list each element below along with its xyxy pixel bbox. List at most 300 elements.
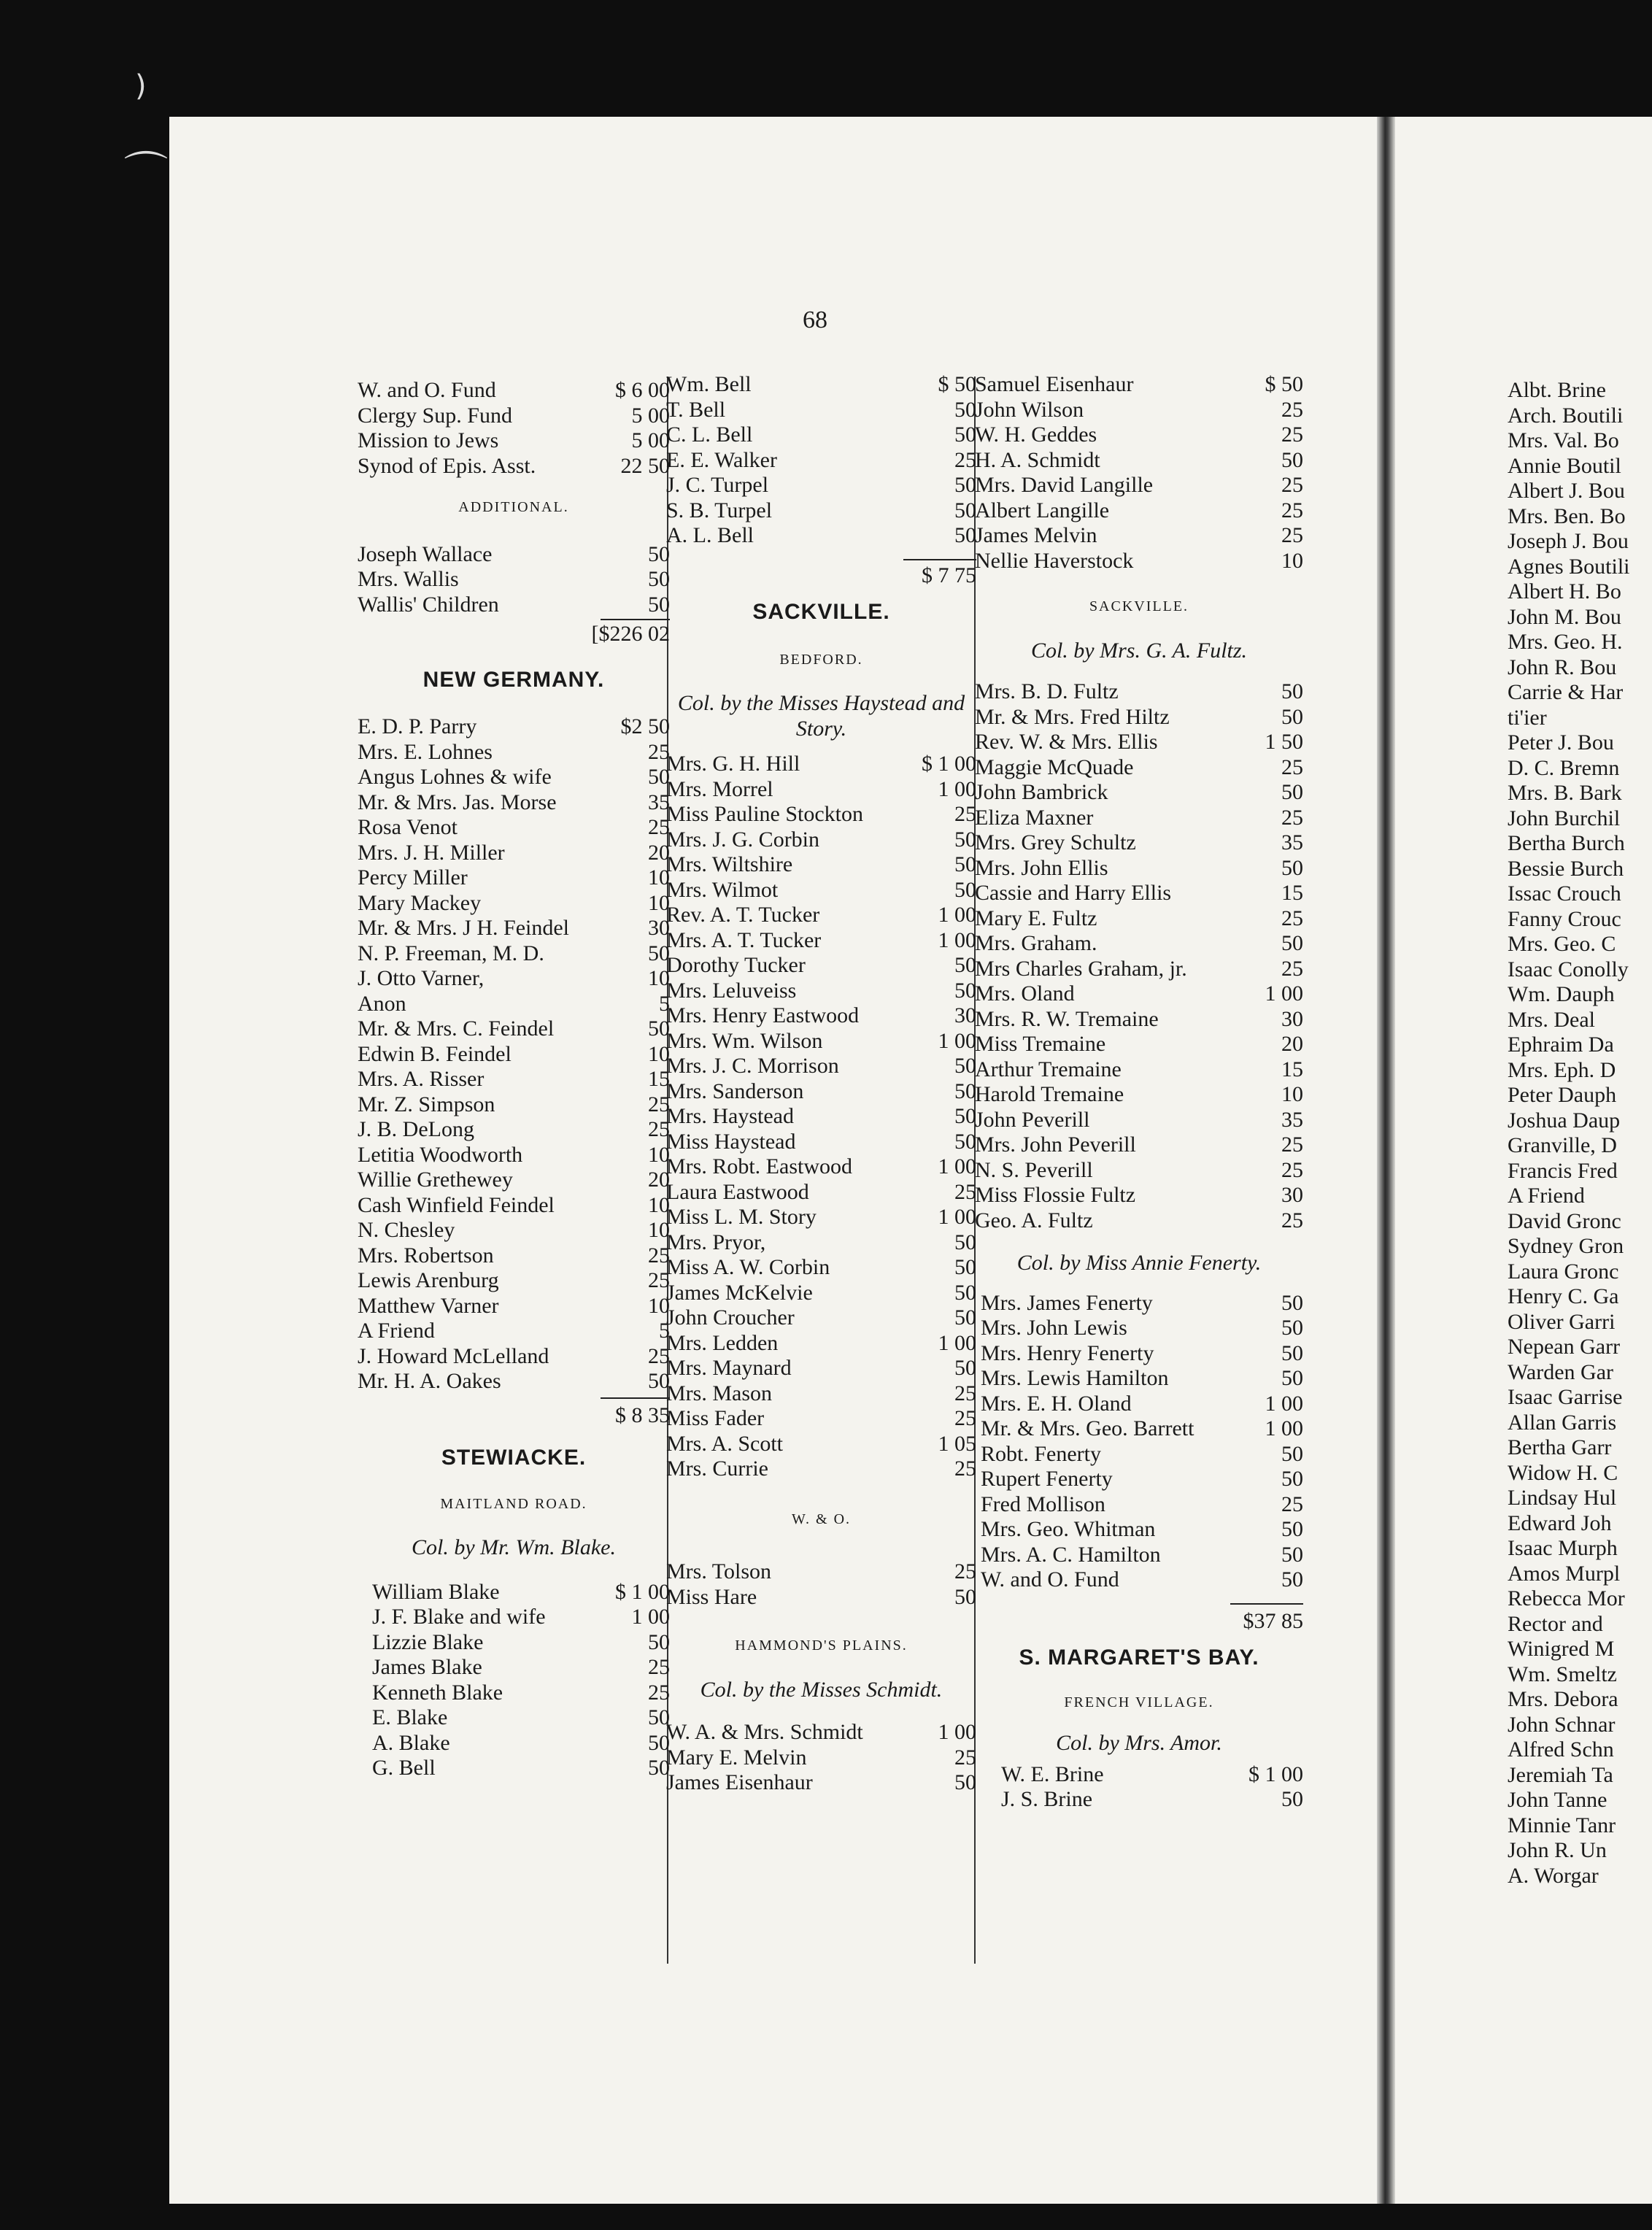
donor-name: Kenneth Blake xyxy=(372,1680,503,1705)
section-heading: NEW GERMANY. xyxy=(422,667,605,692)
collector-note: Col. by Miss Annie Fenerty. xyxy=(1016,1251,1262,1275)
donation-amount: 10 xyxy=(648,1192,670,1217)
donation-amount: 50 xyxy=(954,523,976,547)
donor-name: Mr. & Mrs. Geo. Barrett xyxy=(981,1416,1194,1440)
list-item xyxy=(981,1366,1303,1392)
donor-name: Rupert Fenerty xyxy=(981,1467,1113,1491)
list-item: Mrs. Ben. Bo xyxy=(1508,504,1626,528)
list-item xyxy=(358,1067,670,1092)
donation-amount: 10 xyxy=(648,1142,670,1167)
donation-amount: 25 xyxy=(648,1243,670,1268)
donor-name: Mrs. B. D. Fultz xyxy=(975,679,1119,703)
list-item: Joshua Daup xyxy=(1508,1108,1621,1133)
donor-name: W. E. Brine xyxy=(1001,1762,1104,1786)
list-item xyxy=(975,705,1303,730)
list-item xyxy=(358,1344,670,1370)
donation-amount: 20 xyxy=(648,1168,670,1192)
donation-amount: 50 xyxy=(1281,1366,1303,1390)
list-item xyxy=(358,815,670,841)
list-item xyxy=(975,679,1303,705)
donation-amount: 25 xyxy=(1281,423,1303,447)
list-item xyxy=(666,1104,976,1130)
donation-amount: 25 xyxy=(1281,1208,1303,1232)
section-heading: SACKVILLE. xyxy=(752,600,890,624)
donor-name: W. A. & Mrs. Schmidt xyxy=(666,1720,863,1744)
donor-name: Mr. & Mrs. Jas. Morse xyxy=(358,790,557,814)
list-item xyxy=(666,1054,976,1079)
donor-name: J. B. DeLong xyxy=(358,1117,474,1141)
list-item xyxy=(358,1016,670,1042)
list-item xyxy=(666,878,976,903)
donation-amount: 10 xyxy=(648,1041,670,1066)
donor-name: Miss Hare xyxy=(666,1584,757,1609)
donation-amount: 50 xyxy=(954,1079,976,1103)
list-item xyxy=(666,752,976,777)
donation-amount: 1 00 xyxy=(938,776,976,801)
list-item xyxy=(981,1492,1303,1518)
donor-name: Miss Fader xyxy=(666,1406,765,1430)
donor-name: Mrs. Pryor, xyxy=(666,1230,766,1254)
donor-name: Fred Mollison xyxy=(981,1492,1105,1516)
donor-name: Mrs. James Fenerty xyxy=(981,1290,1153,1315)
donation-amount: 25 xyxy=(648,1117,670,1141)
donation-amount: 50 xyxy=(954,852,976,876)
donor-name: Anon xyxy=(358,991,406,1016)
list-item: Henry C. Ga xyxy=(1508,1284,1619,1308)
donor-name: Harold Tremaine xyxy=(975,1082,1124,1106)
donation-amount: 1 05 xyxy=(938,1431,976,1456)
list-item: Fanny Crouc xyxy=(1508,906,1621,931)
list-item xyxy=(666,1029,976,1054)
donation-amount: 1 00 xyxy=(938,927,976,952)
donation-amount: $ 50 xyxy=(1265,372,1303,396)
donation-amount: 50 xyxy=(648,765,670,789)
donation-amount: 1 00 xyxy=(631,1605,670,1629)
list-item xyxy=(666,473,976,498)
donation-amount: 15 xyxy=(1281,881,1303,905)
donor-name: G. Bell xyxy=(372,1756,436,1780)
donor-name: Mr. H. A. Oakes xyxy=(358,1369,501,1393)
donor-name: A Friend xyxy=(358,1319,435,1343)
donation-amount: 50 xyxy=(648,592,670,617)
donation-amount: 50 xyxy=(1281,447,1303,472)
list-item xyxy=(666,1406,976,1432)
donation-amount: 50 xyxy=(648,1016,670,1041)
donor-name: J. C. Turpel xyxy=(666,473,769,497)
donation-amount: 50 xyxy=(954,1230,976,1254)
list-item xyxy=(358,593,670,618)
donor-name: Mary Mackey xyxy=(358,890,482,915)
list-item: Joseph J. Bou xyxy=(1508,529,1629,553)
donation-amount: 1 00 xyxy=(1265,981,1303,1006)
list-item xyxy=(981,1543,1303,1568)
donor-name: Albert Langille xyxy=(975,498,1110,522)
list-item: Edward Joh xyxy=(1508,1511,1612,1535)
donor-name: Dorothy Tucker xyxy=(666,953,806,977)
list-item: Allan Garris xyxy=(1508,1410,1617,1435)
donor-name: H. A. Schmidt xyxy=(975,447,1100,472)
donor-name: N. S. Peverill xyxy=(975,1157,1093,1182)
donation-amount: 50 xyxy=(1281,1787,1303,1811)
subtotal: $37 85 xyxy=(1243,1608,1303,1633)
donation-amount: 25 xyxy=(954,1457,976,1481)
donation-amount: 50 xyxy=(1281,1542,1303,1567)
donation-amount: 50 xyxy=(1281,704,1303,729)
donor-name: Miss L. M. Story xyxy=(666,1205,817,1229)
list-item xyxy=(666,1745,976,1771)
list-item xyxy=(358,1243,670,1269)
list-item xyxy=(358,1294,670,1319)
donor-name: Mrs. A. Scott xyxy=(666,1431,784,1456)
collector-note: Col. by Mrs. Amor. xyxy=(1056,1731,1222,1755)
list-item xyxy=(975,1057,1303,1083)
donation-amount: 25 xyxy=(1281,473,1303,497)
donor-name: E. Blake xyxy=(372,1705,448,1729)
list-item xyxy=(975,423,1303,448)
donation-amount: 25 xyxy=(648,1680,670,1705)
donation-amount: 50 xyxy=(1281,1316,1303,1340)
donor-name: Mrs. J. G. Corbin xyxy=(666,827,820,852)
donor-name: Mrs. E. Lohnes xyxy=(358,739,493,764)
donor-name: Mrs. Ledden xyxy=(666,1330,779,1355)
list-item: Mrs. B. Bark xyxy=(1508,781,1622,805)
list-item: John M. Bou xyxy=(1508,604,1621,629)
donation-amount: 35 xyxy=(1281,1107,1303,1132)
list-item xyxy=(975,448,1303,474)
sackville-list xyxy=(975,679,1303,1233)
column-2 xyxy=(666,372,976,1796)
donor-name: Nellie Haverstock xyxy=(975,548,1134,573)
donor-name: Mrs. R. W. Tremaine xyxy=(975,1006,1159,1031)
total-rule xyxy=(1230,1603,1303,1605)
donor-name: Edwin B. Feindel xyxy=(358,1041,512,1066)
list-item xyxy=(975,881,1303,906)
donation-amount: 25 xyxy=(648,1268,670,1292)
list-item: Mrs. Geo. H. xyxy=(1508,630,1623,654)
list-item xyxy=(358,841,670,866)
list-item xyxy=(975,806,1303,831)
donor-name: Mrs. Tolson xyxy=(666,1559,772,1583)
donor-name: J. Howard McLelland xyxy=(358,1343,549,1368)
list-item: Mrs. Geo. C xyxy=(1508,932,1616,956)
donation-amount: 25 xyxy=(1281,805,1303,830)
donation-amount: 50 xyxy=(1281,1290,1303,1315)
donor-name: Mr. & Mrs. Fred Hiltz xyxy=(975,704,1170,729)
list-item xyxy=(358,1218,670,1243)
list-item xyxy=(358,966,670,992)
subtotal: $ 8 35 xyxy=(615,1403,670,1427)
subsection-heading: MAITLAND ROAD. xyxy=(440,1495,587,1512)
section-heading: S. MARGARET'S BAY. xyxy=(1019,1646,1259,1670)
list-item: Mrs. Val. Bo xyxy=(1508,428,1619,452)
list-item: Rector and xyxy=(1508,1611,1603,1636)
list-item: Widow H. C xyxy=(1508,1460,1618,1485)
donation-amount: 20 xyxy=(648,840,670,865)
total-rule xyxy=(903,559,976,560)
list-item xyxy=(372,1605,670,1630)
subtotal: $ 7 75 xyxy=(922,563,976,587)
list-item xyxy=(358,378,670,404)
list-item xyxy=(358,1268,670,1294)
list-item xyxy=(975,931,1303,957)
subsection-heading: HAMMOND'S PLAINS. xyxy=(735,1637,908,1654)
donor-name: Miss Haystead xyxy=(666,1129,796,1154)
list-item xyxy=(358,714,670,740)
list-item: Albert J. Bou xyxy=(1508,479,1625,503)
donor-name: T. Bell xyxy=(666,397,726,422)
donor-name: Mary E. Melvin xyxy=(666,1745,807,1770)
list-item: John Schnar xyxy=(1508,1712,1616,1737)
list-item xyxy=(975,957,1303,982)
donation-amount: 5 xyxy=(659,991,670,1016)
donation-amount: 5 00 xyxy=(631,428,670,452)
list-item xyxy=(666,1585,976,1610)
list-item: Isaac Murph xyxy=(1508,1536,1618,1560)
list-item: Francis Fred xyxy=(1508,1158,1618,1183)
donor-name: James McKelvie xyxy=(666,1280,813,1305)
additional-heading: ADDITIONAL. xyxy=(458,499,569,515)
donation-amount: 1 00 xyxy=(938,1154,976,1178)
list-item: Albt. Brine xyxy=(1508,378,1606,402)
donor-name: Geo. A. Fultz xyxy=(975,1208,1093,1232)
scan-speck: ) xyxy=(135,69,147,103)
list-item xyxy=(358,454,670,479)
donor-name: Angus Lohnes & wife xyxy=(358,765,552,789)
donor-name: S. B. Turpel xyxy=(666,498,773,522)
list-item: John R. Bou xyxy=(1508,655,1617,679)
donation-amount: $ 1 00 xyxy=(922,752,976,776)
donor-name: Mrs. Haystead xyxy=(666,1104,794,1128)
donor-name: Mary E. Fultz xyxy=(975,906,1097,930)
right-page-column xyxy=(1508,378,1652,1888)
list-item xyxy=(975,906,1303,932)
list-item xyxy=(666,423,976,448)
list-item: Winigred M xyxy=(1508,1637,1615,1661)
list-item xyxy=(358,1319,670,1344)
list-item xyxy=(666,1281,976,1306)
donation-amount: 10 xyxy=(1281,548,1303,573)
donor-name: Miss Flossie Fultz xyxy=(975,1183,1136,1207)
donation-amount: 50 xyxy=(954,978,976,1003)
donation-amount: 50 xyxy=(648,1756,670,1780)
donation-amount: 25 xyxy=(954,447,976,472)
donor-name: Mrs. Geo. Whitman xyxy=(981,1517,1156,1541)
list-item: Alfred Schn xyxy=(1508,1737,1614,1762)
collector-note: Col. by the Misses Haystead and Story. xyxy=(677,691,965,741)
list-item xyxy=(372,1580,670,1605)
donation-amount: 1 00 xyxy=(938,903,976,927)
donor-name: E. E. Walker xyxy=(666,447,777,472)
donation-amount: 50 xyxy=(954,473,976,497)
donation-amount: 35 xyxy=(1281,830,1303,854)
subsection-heading: SACKVILLE. xyxy=(1089,598,1189,614)
subsection-heading: W. & O. xyxy=(791,1511,852,1527)
donation-amount: 50 xyxy=(648,1730,670,1755)
donor-name: John Peverill xyxy=(975,1107,1090,1132)
list-item xyxy=(975,1133,1303,1158)
donation-amount: 50 xyxy=(954,1104,976,1128)
list-item xyxy=(358,865,670,891)
list-item: ti'ier xyxy=(1508,705,1547,730)
list-item xyxy=(666,523,976,549)
donation-amount: 25 xyxy=(1281,755,1303,779)
donor-name: Mrs. Grey Schultz xyxy=(975,830,1136,854)
list-item xyxy=(358,1042,670,1068)
list-item: Rebecca Mor xyxy=(1508,1586,1625,1610)
donor-name: J. Otto Varner, xyxy=(358,966,485,990)
list-item: A Friend xyxy=(1508,1184,1585,1208)
list-item xyxy=(358,992,670,1017)
list-item: Laura Gronc xyxy=(1508,1259,1619,1284)
donor-name: Mr. & Mrs. C. Feindel xyxy=(358,1016,555,1041)
donor-name: Mrs. David Langille xyxy=(975,473,1154,497)
list-item xyxy=(666,1381,976,1407)
list-item: Amos Murpl xyxy=(1508,1561,1621,1586)
donation-amount: 1 00 xyxy=(938,1330,976,1355)
donor-name: Mrs. Wm. Wilson xyxy=(666,1028,823,1053)
list-item xyxy=(975,1007,1303,1033)
list-item xyxy=(975,1208,1303,1234)
list-item xyxy=(981,1291,1303,1316)
list-item: Carrie & Har xyxy=(1508,680,1624,704)
list-item: John Tanne xyxy=(1508,1788,1607,1812)
donor-name: Cassie and Harry Ellis xyxy=(975,881,1172,905)
list-item xyxy=(666,1457,976,1482)
donor-name: A. L. Bell xyxy=(666,523,754,547)
donation-amount: 1 00 xyxy=(938,1205,976,1229)
list-item: Mrs. Deal xyxy=(1508,1007,1595,1032)
list-item xyxy=(981,1416,1303,1442)
wo-list xyxy=(666,1559,976,1610)
list-item xyxy=(1001,1787,1303,1813)
donation-amount: 50 xyxy=(1281,1517,1303,1541)
donation-amount: 50 xyxy=(648,1369,670,1393)
collector-note: Col. by Mrs. G. A. Fultz. xyxy=(1030,638,1248,663)
donor-name: Mrs. Lewis Hamilton xyxy=(981,1366,1169,1390)
donation-amount: 25 xyxy=(648,815,670,839)
donor-name: W. and O. Fund xyxy=(358,378,496,402)
donor-name: Lewis Arenburg xyxy=(358,1268,499,1292)
donation-amount: 1 50 xyxy=(1265,730,1303,754)
list-item xyxy=(981,1316,1303,1341)
list-item xyxy=(666,903,976,928)
donation-amount: 30 xyxy=(954,1003,976,1027)
list-item xyxy=(358,891,670,917)
new-germany-list xyxy=(358,714,670,1394)
donation-amount: 15 xyxy=(1281,1057,1303,1081)
list-item xyxy=(666,1180,976,1205)
donor-name: Mrs. Wilmot xyxy=(666,877,779,902)
list-item xyxy=(666,398,976,423)
list-item xyxy=(981,1442,1303,1467)
subsection-heading: BEDFORD. xyxy=(779,651,863,668)
donation-amount: 50 xyxy=(954,1280,976,1305)
donor-name: Miss A. W. Corbin xyxy=(666,1255,830,1279)
donation-amount: 25 xyxy=(1281,1492,1303,1516)
donation-amount: 50 xyxy=(954,498,976,522)
donor-name: Mrs. Mason xyxy=(666,1381,773,1405)
list-item xyxy=(975,1158,1303,1184)
list-item xyxy=(666,372,976,398)
donation-amount: 50 xyxy=(954,1305,976,1330)
donor-name: Percy Miller xyxy=(358,865,468,890)
list-item xyxy=(666,448,976,474)
total-rule xyxy=(601,1397,670,1399)
list-item xyxy=(666,777,976,803)
column-1 xyxy=(358,378,670,1781)
donation-amount: 50 xyxy=(1281,1441,1303,1466)
list-item xyxy=(666,1230,976,1256)
list-item xyxy=(372,1630,670,1656)
list-item xyxy=(358,1117,670,1143)
list-item xyxy=(666,498,976,524)
list-item xyxy=(981,1341,1303,1367)
list-item: Agnes Boutili xyxy=(1508,554,1630,579)
donation-amount: 50 xyxy=(954,1770,976,1794)
list-item: Peter Dauph xyxy=(1508,1083,1617,1107)
donation-amount: 10 xyxy=(1281,1082,1303,1106)
fund-list xyxy=(358,378,670,479)
page-number: 68 xyxy=(803,306,827,333)
list-item xyxy=(975,830,1303,856)
list-item xyxy=(666,802,976,827)
donation-amount: 25 xyxy=(1281,498,1303,522)
list-item xyxy=(358,1369,670,1394)
donation-amount: 50 xyxy=(648,941,670,965)
donation-amount: 50 xyxy=(648,567,670,591)
donation-amount: 50 xyxy=(954,397,976,422)
donation-amount: 25 xyxy=(648,1343,670,1368)
donation-amount: 50 xyxy=(1281,780,1303,804)
donation-amount: 50 xyxy=(954,1255,976,1279)
donation-amount: $ 6 00 xyxy=(615,378,670,402)
list-item: Nepean Garr xyxy=(1508,1335,1621,1359)
column-3 xyxy=(975,372,1303,1813)
list-item: Lindsay Hul xyxy=(1508,1486,1617,1510)
donation-amount: 30 xyxy=(1281,1006,1303,1031)
donation-amount: 25 xyxy=(1281,956,1303,981)
list-item xyxy=(666,827,976,853)
list-item xyxy=(975,1108,1303,1133)
list-item xyxy=(358,428,670,454)
donor-name: Rev. W. & Mrs. Ellis xyxy=(975,730,1158,754)
list-item xyxy=(666,1331,976,1357)
bedford-list xyxy=(666,752,976,1482)
donor-name: Mrs. Currie xyxy=(666,1457,768,1481)
donation-amount: $2 50 xyxy=(620,714,670,738)
donation-amount: 50 xyxy=(954,827,976,852)
donor-name: Synod of Epis. Asst. xyxy=(358,453,536,478)
list-item: David Gronc xyxy=(1508,1208,1621,1233)
donation-amount: 5 xyxy=(659,1319,670,1343)
donor-name: Miss Tremaine xyxy=(975,1032,1106,1056)
donation-amount: 25 xyxy=(648,1092,670,1116)
fenerty-list xyxy=(975,1291,1303,1593)
donor-name: Matthew Varner xyxy=(358,1293,499,1318)
list-item: John Burchil xyxy=(1508,806,1621,830)
list-item xyxy=(372,1655,670,1681)
donor-name: C. L. Bell xyxy=(666,423,753,447)
section-heading: STEWIACKE. xyxy=(441,1446,587,1470)
donor-name: Robt. Fenerty xyxy=(981,1441,1101,1466)
list-item xyxy=(358,1193,670,1219)
donation-amount: 50 xyxy=(1281,1567,1303,1592)
list-item: Albert H. Bo xyxy=(1508,579,1621,603)
donor-name: Rev. A. T. Tucker xyxy=(666,903,820,927)
donor-name: Mrs. Oland xyxy=(975,981,1075,1006)
donation-amount: 20 xyxy=(1281,1032,1303,1056)
list-item: Isaac Conolly xyxy=(1508,957,1629,981)
